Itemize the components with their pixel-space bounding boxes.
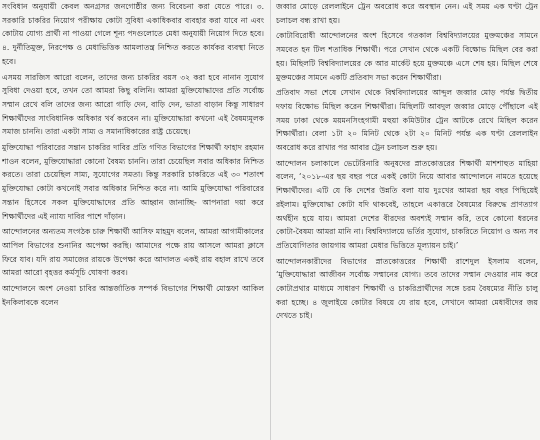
paragraph: জব্বার মোড়ে রেললাইনে ট্রেন অবরোধ করে অবস্থান নেন। এই সময় এক ঘণ্টা ট্রেন চলাচল বন্ধ রাখা হয়। bbox=[276, 2, 538, 25]
paragraph: আন্দোলনকারীদের বিভাগের স্নাতকোত্তরের শিক্ষার্থী রাশেদুল ইসলাম বলেন, ‘মুক্তিযোদ্ধারা আজীবন সর্বোচ্চ সম্মানের যোগ্য। তবে তাদের সম্মান দেওয়ার নাম করে কোটাপ্রথার মাধ্যমে সাধারণ শিক্ষার্থী ও চাকরিপ্রার্থীদের সঙ্গে চরম বৈষম্যের নীতি চালু করা হচ্ছে। ৪ জুলাইয়ে কোটার বিষয়ে যে রায় হবে, সেখানে আমরা মেধাবীদের জয় দেখতে চাই। bbox=[276, 256, 538, 321]
paragraph: মুক্তিযোদ্ধা পরিবারের সন্তান চাকরির দাবির প্রতি গণিত বিভাগের শিক্ষার্থী ফাহাদ রহমান শাওন বলেন, মুক্তিযোদ্ধারা কোনো বৈষম্য চাননি। তারা চেয়েছিল সবার অধিকার নিশ্চিত করতে। তারা চেয়েছিল সাম্য, সুযোগের সমতা। কিন্তু সরকারি চাকরিতে এই ৩০ শতাংশ মুক্তিযোদ্ধা কোটা কখনোই সবার অধিকার নিশ্চিত করে না। আমি মুক্তিযোদ্ধা পরিবারের সন্তান হিসেবে সকল মুক্তিযোদ্ধাদের প্রতি আহ্বান জানাচ্ছি- আপনারা দয়া করে শিক্ষার্থীদের এই ন্যায্য দাবির পাশে দাঁড়ান। bbox=[2, 143, 264, 221]
paragraph: কোটাবিরোধী আন্দোলনের অংশ হিসেবে গতকাল বিশ্ববিদ্যালয়ের মুক্তমঞ্চের সামনে সমবেত হন টিল শতাধিক শিক্ষার্থী। পরে সেখান থেকে একটি বিক্ষোভ মিছিল বের করা হয়। মিছিলটি বিশ্ববিদ্যালয়ের কে আর মার্কেট হয়ে মুক্তমঞ্চে এসে শেষ হয়। মিছিল শেষে মুক্তমঞ্চের সামনে একটি প্রতিবাদ সভা করেন শিক্ষার্থীরা। bbox=[276, 31, 538, 82]
column-divider bbox=[270, 0, 271, 440]
article-right-column bbox=[276, 0, 538, 440]
paragraph: প্রতিবাদ সভা শেষে সেখান থেকে বিশ্ববিদ্যালয়ের আব্দুল জব্বার মোড় পর্যন্ত দ্বিতীয় দফায় বিক্ষোভ মিছিল করেন শিক্ষার্থীরা। মিছিলটি আবদুল জব্বার মোড়ে পৌঁছালে এই সময় ঢাকা থেকে ময়মনসিংহগামী মহুয়া কমিউটার ট্রেন আটকে রেখে মিছিল করেন শিক্ষার্থীরা। বেলা ১টা ২০ মিনিট থেকে ২টা ২০ মিনিট পর্যন্ত এক ঘণ্টা রেললাইন অবরোধ করে রাখার পর আবার ট্রেন চলাচল শুরু হয়। bbox=[276, 88, 538, 153]
paragraph: আন্দোলনে অংশ নেওয়া চাবির আন্তর্জাতিক সম্পর্ক বিভাগের শিক্ষার্থী মোস্তফা আকিল ইনকিলাবকে বলেন bbox=[2, 284, 264, 307]
paragraph: সংবিধান অনুযায়ী কেবল অনগ্রসর জনগোষ্ঠীর জন্য বিবেচনা করা যেতে পারে। ৩. সরকারি চাকরির নিয়োগ পরীক্ষায় কোটা সুবিধা একাধিকবার ব্যবহার করা যাবে না এবং কোটায় যোগ্য প্রার্থী না পাওয়া গেলে শূন্য পদগুলোতে মেধা অনুযায়ী নিয়োগ দিতে হবে। ৪. দুর্নীতিমুক্ত, নিরপেক্ষ ও মেধাভিত্তিক আমলাতন্ত্র নিশ্চিত করতে কার্যকর ব্যবস্থা নিতে হবে। bbox=[2, 2, 264, 66]
paragraph: আন্দোলনের অন্যতম সংগঠক চারু শিক্ষার্থী আসিফ মাহমুদ বলেন, আমরা আগামীকালের আপিল বিভাগের শুনানির অপেক্ষা করছি। আমাদের পক্ষে রায় আসলে আমরা ক্লাসে ফিরে যাব। যদি রায় সমাজের রায়কে উপেক্ষা করে আদালত একই রায় বহাল রাখে তবে আমরা আরো বৃহত্তর কর্মসূচি ঘোষণা করব। bbox=[2, 227, 264, 278]
article-left-column bbox=[2, 0, 264, 440]
paragraph: আন্দোলন চলাকালে ভেটেরিনারি অনুষদের স্নাতকোত্তরের শিক্ষার্থী মাশশাহুত মাহিয়া বলেন, ‘২০১৮-এর ছয় বছর পরে একই কোটা নিয়ে আবার আন্দোলনে নামতে হয়েছে শিক্ষার্থীদের। এটি যে কি দেশের উন্নতি বলা যায় দুঃখের আমরা ছয় বছর পিছিয়েই রইলাম। মুক্তিযোদ্ধা কোটা যদি থাকবেই, তাহলে একাত্তরে বৈষম্যের বিরুদ্ধে প্রাণত্যাগ অর্থহীন হয়ে যায়। আমরা দেশের বীরদের অবশ্যই সম্মান করি, তবে কোনো ধরনের কোটা-বৈষম্য আমরা মানি না। বিশ্ববিদ্যালয়ে ভর্তির সুযোগ, চাকরিতে নিয়োগ ও অন্য সব প্রতিযোগিতার জায়গায় আমরা মেধার ভিত্তিতে মূল্যায়ন চাই।’ bbox=[276, 158, 538, 250]
paragraph: এসময় সারজিস আরো বলেন, তাদের জন্য চাকরির বয়স ৩২ করা হবে নানান সুযোগ সুবিধা দেওয়া হবে, তখন তো আমরা কিছু বলিনি। আমরা মুক্তিযোদ্ধাদের প্রতি সর্বোচ্চ সম্মান রেখে বলি তাদের জন্য আরো গাড়ি দেন, বাড়ি দেন, ভাতা বাড়ান কিন্তু সাধারণ শিক্ষার্থীদের সাংবিধানিক অধিকার খর্ব করবেন না। মুক্তিযোদ্ধারা কখনো এই বৈষম্যমূলক সমাজ চাননি। তারা একটা সাম্য ও সমানাধিকারের রাষ্ট্র চেয়েছে। bbox=[2, 72, 264, 137]
